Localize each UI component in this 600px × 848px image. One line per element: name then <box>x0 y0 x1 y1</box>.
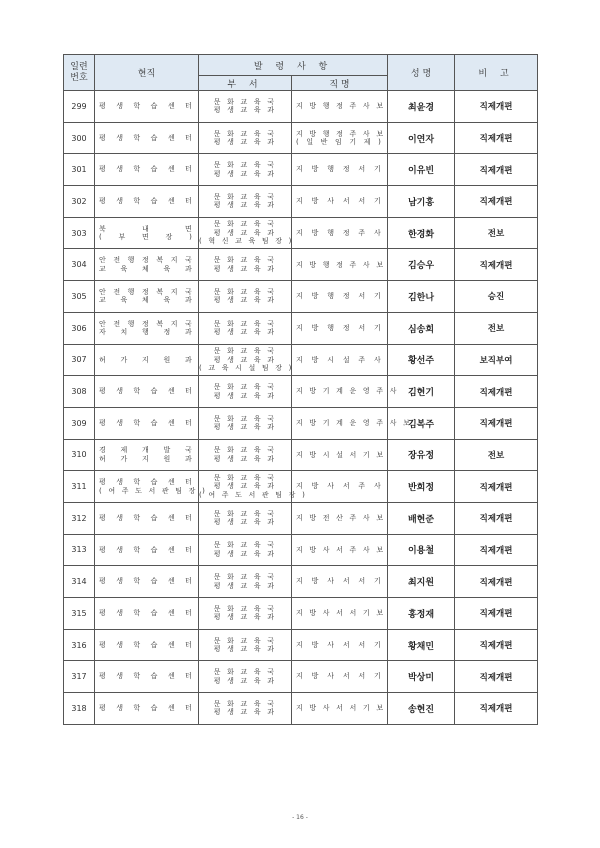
table-row <box>64 629 538 661</box>
position-cell <box>292 122 388 154</box>
note-cell: 직제개편 <box>455 629 538 661</box>
current-post-cell <box>95 281 199 313</box>
table-row <box>64 249 538 281</box>
current-post-line: 평 생 학 습 센 터 <box>99 197 194 206</box>
department-line: 평 생 교 육 과 <box>213 228 277 237</box>
serial-number-cell: 307 <box>64 344 95 376</box>
table-row <box>64 407 538 439</box>
current-post-line: 안 전 행 정 복 지 국 <box>99 319 194 328</box>
current-post-line: 안 전 행 정 복 지 국 <box>99 256 194 265</box>
current-post-line: 안 전 행 정 복 지 국 <box>99 287 194 296</box>
position-cell <box>292 312 388 344</box>
department-line: 평 생 교 육 과 <box>213 201 277 210</box>
position-line: 지 방 사 서 서 기 <box>296 672 384 681</box>
current-post-line: 자 치 행 정 과 <box>99 328 194 337</box>
header-current-post: 현직 <box>95 55 199 91</box>
table-row <box>64 344 538 376</box>
note-cell: 직제개편 <box>455 249 538 281</box>
name-cell: 송현진 <box>388 693 455 725</box>
note-cell: 직제개편 <box>455 122 538 154</box>
serial-number-cell: 318 <box>64 693 95 725</box>
current-post-cell <box>95 407 199 439</box>
position-line: 지 방 행 정 주 사 <box>296 228 384 237</box>
name-cell: 김한나 <box>388 281 455 313</box>
department-line: 문 화 교 육 국 <box>213 414 277 423</box>
note-cell: 직제개편 <box>455 407 538 439</box>
department-line: 평 생 교 육 과 <box>213 138 277 147</box>
serial-number-cell: 299 <box>64 91 95 123</box>
department-line: 평 생 교 육 과 <box>213 482 277 491</box>
name-cell: 최지원 <box>388 566 455 598</box>
serial-number-cell: 305 <box>64 281 95 313</box>
current-post-line: 교 육 체 육 과 <box>99 296 194 305</box>
department-cell <box>199 598 292 630</box>
department-line: 문 화 교 육 국 <box>213 161 277 170</box>
department-line: 문 화 교 육 국 <box>213 604 277 613</box>
table-row <box>64 281 538 313</box>
department-line: 문 화 교 육 국 <box>213 220 277 229</box>
current-post-line: 평 생 학 습 센 터 <box>99 418 194 427</box>
current-post-line: 평 생 학 습 센 터 <box>99 387 194 396</box>
position-cell <box>292 281 388 313</box>
current-post-cell <box>95 502 199 534</box>
serial-number-cell: 313 <box>64 534 95 566</box>
current-post-line: 평 생 학 습 센 터 <box>99 514 194 523</box>
current-post-line: ( 여 주 도 서 관 팀 장 ) <box>99 486 207 495</box>
name-cell: 김승우 <box>388 249 455 281</box>
table-row <box>64 661 538 693</box>
note-cell: 직제개편 <box>455 91 538 123</box>
current-post-cell <box>95 629 199 661</box>
name-cell: 황채민 <box>388 629 455 661</box>
table-row <box>64 122 538 154</box>
name-cell: 이연자 <box>388 122 455 154</box>
current-post-cell <box>95 376 199 408</box>
table-row <box>64 186 538 218</box>
department-line: 평 생 교 육 과 <box>213 549 277 558</box>
current-post-cell <box>95 186 199 218</box>
department-line: 문 화 교 육 국 <box>213 192 277 201</box>
position-line: 지 방 사 서 서 기 <box>296 577 384 586</box>
note-cell: 직제개편 <box>455 566 538 598</box>
note-cell: 전보 <box>455 312 538 344</box>
note-cell: 직제개편 <box>455 186 538 218</box>
serial-number-cell: 312 <box>64 502 95 534</box>
serial-number-cell: 317 <box>64 661 95 693</box>
position-cell <box>292 154 388 186</box>
department-line: 문 화 교 육 국 <box>213 287 277 296</box>
department-cell <box>199 249 292 281</box>
table-row <box>64 91 538 123</box>
note-cell: 직제개편 <box>455 598 538 630</box>
current-post-cell <box>95 249 199 281</box>
position-cell <box>292 407 413 439</box>
current-post-line: 허 가 지 원 과 <box>99 355 194 364</box>
current-post-line: 평 생 학 습 센 터 <box>99 478 194 487</box>
serial-number-cell: 304 <box>64 249 95 281</box>
department-line: 문 화 교 육 국 <box>213 473 277 482</box>
position-line: 지 방 사 서 서 기 보 <box>296 704 386 713</box>
position-line: 지 방 사 서 주 사 보 <box>296 545 386 554</box>
position-line: 지 방 행 정 주 사 보 <box>296 102 386 111</box>
current-post-cell <box>95 91 199 123</box>
department-line: 문 화 교 육 국 <box>213 573 277 582</box>
current-post-line: ( 부 면 장 ) <box>99 233 194 242</box>
department-cell <box>199 693 292 725</box>
department-line: 문 화 교 육 국 <box>213 319 277 328</box>
table-row <box>64 471 538 503</box>
table-row <box>64 154 538 186</box>
department-line: 문 화 교 육 국 <box>213 129 277 138</box>
table-body <box>64 91 538 725</box>
current-post-line: 평 생 학 습 센 터 <box>99 545 194 554</box>
current-post-cell <box>95 344 199 376</box>
current-post-cell <box>95 439 199 471</box>
position-cell <box>292 186 388 218</box>
department-cell <box>199 629 292 661</box>
department-cell <box>199 534 292 566</box>
department-cell <box>199 439 292 471</box>
name-cell: 심송희 <box>388 312 455 344</box>
name-cell: 남기홍 <box>388 186 455 218</box>
current-post-cell <box>95 471 207 503</box>
name-cell: 홍정재 <box>388 598 455 630</box>
name-cell: 한경화 <box>388 217 455 249</box>
position-cell <box>292 534 388 566</box>
department-cell <box>199 502 292 534</box>
serial-number-cell: 316 <box>64 629 95 661</box>
serial-number-cell: 314 <box>64 566 95 598</box>
serial-number-cell: 301 <box>64 154 95 186</box>
note-cell: 전보 <box>455 217 538 249</box>
table-row <box>64 566 538 598</box>
position-cell <box>292 566 388 598</box>
serial-number-cell: 315 <box>64 598 95 630</box>
header-appointment: 발 령 사 항 <box>199 55 388 76</box>
current-post-cell <box>95 154 199 186</box>
position-line: 지 방 사 서 서 기 <box>296 197 384 206</box>
current-post-line: 평 생 학 습 센 터 <box>99 102 194 111</box>
header-name: 성 명 <box>388 55 455 91</box>
department-cell <box>199 217 292 249</box>
department-cell <box>199 566 292 598</box>
department-line: 평 생 교 육 과 <box>213 613 277 622</box>
current-post-line: 경 제 개 발 국 <box>99 446 194 455</box>
note-cell: 전보 <box>455 439 538 471</box>
table-header <box>64 55 538 91</box>
current-post-line: 허 가 지 원 과 <box>99 454 194 463</box>
position-cell <box>292 439 388 471</box>
department-line: 문 화 교 육 국 <box>213 446 277 455</box>
position-cell <box>292 91 388 123</box>
name-cell: 배현준 <box>388 502 455 534</box>
department-cell <box>199 91 292 123</box>
department-line: 평 생 교 육 과 <box>213 645 277 654</box>
table-row <box>64 693 538 725</box>
position-line: 지 방 행 정 서 기 <box>296 292 384 301</box>
position-line: 지 방 시 설 주 사 <box>296 355 384 364</box>
department-line: 문 화 교 육 국 <box>213 347 277 356</box>
name-cell: 김현기 <box>388 376 455 408</box>
position-line: ( 일 반 임 기 제 ) <box>296 138 384 147</box>
name-cell: 장유정 <box>388 439 455 471</box>
department-line: 평 생 교 육 과 <box>213 264 277 273</box>
name-cell: 김복주 <box>388 407 455 439</box>
department-cell <box>199 312 292 344</box>
serial-number-cell: 309 <box>64 407 95 439</box>
position-line: 지 방 행 정 주 사 보 <box>296 129 386 138</box>
current-post-line: 평 생 학 습 센 터 <box>99 165 194 174</box>
name-cell: 이용철 <box>388 534 455 566</box>
note-cell: 직제개편 <box>455 502 538 534</box>
position-cell <box>292 344 388 376</box>
department-cell <box>199 344 292 376</box>
table-row <box>64 502 538 534</box>
position-line: 지 방 행 정 서 기 <box>296 165 384 174</box>
note-cell: 승진 <box>455 281 538 313</box>
department-line: 문 화 교 육 국 <box>213 636 277 645</box>
current-post-cell <box>95 693 199 725</box>
position-cell <box>292 376 399 408</box>
serial-number-cell: 308 <box>64 376 95 408</box>
position-line: 지 방 사 서 서 기 보 <box>296 609 386 618</box>
department-line: 평 생 교 육 과 <box>213 518 277 527</box>
header-note: 비 고 <box>455 55 538 91</box>
header-serial-number: 일련 번호 <box>64 55 95 91</box>
position-cell <box>292 598 388 630</box>
table-row <box>64 376 538 408</box>
position-line: 지 방 기 계 운 영 주 사 보 <box>296 418 413 427</box>
current-post-line: 평 생 학 습 센 터 <box>99 609 194 618</box>
note-cell: 보직부여 <box>455 344 538 376</box>
table-row <box>64 598 538 630</box>
current-post-line: 교 육 체 육 과 <box>99 264 194 273</box>
position-line: 지 방 기 계 운 영 주 사 <box>296 387 399 396</box>
position-line: 지 방 사 서 서 기 <box>296 640 384 649</box>
header-position: 직 명 <box>292 76 388 91</box>
name-cell: 최윤경 <box>388 91 455 123</box>
department-line: 평 생 교 육 과 <box>213 391 277 400</box>
department-cell <box>199 122 292 154</box>
current-post-cell <box>95 566 199 598</box>
position-cell <box>292 249 388 281</box>
name-cell: 반희정 <box>388 471 455 503</box>
department-line: 평 생 교 육 과 <box>213 328 277 337</box>
serial-number-cell: 302 <box>64 186 95 218</box>
current-post-line: 북 내 면 <box>99 224 194 233</box>
department-line: ( 여 주 도 서 관 팀 장 ) <box>199 490 307 499</box>
note-cell: 직제개편 <box>455 471 538 503</box>
department-line: ( 교 육 시 설 팀 장 ) <box>199 364 294 373</box>
department-line: 평 생 교 육 과 <box>213 676 277 685</box>
current-post-cell <box>95 661 199 693</box>
serial-number-cell: 311 <box>64 471 95 503</box>
department-cell <box>199 407 292 439</box>
note-cell: 직제개편 <box>455 693 538 725</box>
current-post-cell <box>95 122 199 154</box>
position-cell <box>292 629 388 661</box>
department-line: 평 생 교 육 과 <box>213 296 277 305</box>
department-line: 평 생 교 육 과 <box>213 708 277 717</box>
department-cell <box>199 154 292 186</box>
note-cell: 직제개편 <box>455 154 538 186</box>
position-cell <box>292 217 388 249</box>
current-post-cell <box>95 217 199 249</box>
position-cell <box>292 661 388 693</box>
position-line: 지 방 전 산 주 사 보 <box>296 514 386 523</box>
name-cell: 이유빈 <box>388 154 455 186</box>
department-line: 평 생 교 육 과 <box>213 106 277 115</box>
department-line: 문 화 교 육 국 <box>213 256 277 265</box>
position-line: 지 방 행 정 서 기 <box>296 323 384 332</box>
current-post-line: 평 생 학 습 센 터 <box>99 133 194 142</box>
name-cell: 박상미 <box>388 661 455 693</box>
page-number: - 16 - <box>292 814 308 821</box>
department-cell <box>199 471 307 503</box>
header-department: 부 서 <box>199 76 292 91</box>
serial-number-cell: 300 <box>64 122 95 154</box>
note-cell: 직제개편 <box>455 376 538 408</box>
department-line: 문 화 교 육 국 <box>213 699 277 708</box>
current-post-cell <box>95 598 199 630</box>
note-cell: 직제개편 <box>455 534 538 566</box>
position-cell <box>292 693 388 725</box>
current-post-cell <box>95 312 199 344</box>
position-cell <box>292 502 388 534</box>
department-cell <box>199 661 292 693</box>
department-line: 평 생 교 육 과 <box>213 581 277 590</box>
department-line: 평 생 교 육 과 <box>213 355 277 364</box>
position-line: 지 방 행 정 주 사 보 <box>296 260 386 269</box>
department-line: 평 생 교 육 과 <box>213 454 277 463</box>
department-line: ( 혁 신 교 육 팀 장 ) <box>199 237 294 246</box>
department-line: 문 화 교 육 국 <box>213 668 277 677</box>
department-cell <box>199 186 292 218</box>
department-line: 문 화 교 육 국 <box>213 509 277 518</box>
table-row <box>64 217 538 249</box>
department-cell <box>199 281 292 313</box>
table-row <box>64 312 538 344</box>
department-line: 평 생 교 육 과 <box>213 169 277 178</box>
position-line: 지 방 사 서 주 사 <box>296 482 384 491</box>
position-line: 지 방 시 설 서 기 보 <box>296 450 386 459</box>
current-post-line: 평 생 학 습 센 터 <box>99 640 194 649</box>
table-row <box>64 534 538 566</box>
note-cell: 직제개편 <box>455 661 538 693</box>
current-post-cell <box>95 534 199 566</box>
department-line: 문 화 교 육 국 <box>213 541 277 550</box>
department-line: 문 화 교 육 국 <box>213 383 277 392</box>
serial-number-cell: 310 <box>64 439 95 471</box>
current-post-line: 평 생 학 습 센 터 <box>99 672 194 681</box>
department-line: 문 화 교 육 국 <box>213 97 277 106</box>
current-post-line: 평 생 학 습 센 터 <box>99 704 194 713</box>
serial-number-cell: 306 <box>64 312 95 344</box>
appointment-table <box>63 54 538 725</box>
serial-number-cell: 303 <box>64 217 95 249</box>
department-line: 평 생 교 육 과 <box>213 423 277 432</box>
table-row <box>64 439 538 471</box>
current-post-line: 평 생 학 습 센 터 <box>99 577 194 586</box>
department-cell <box>199 376 292 408</box>
name-cell: 황선주 <box>388 344 455 376</box>
